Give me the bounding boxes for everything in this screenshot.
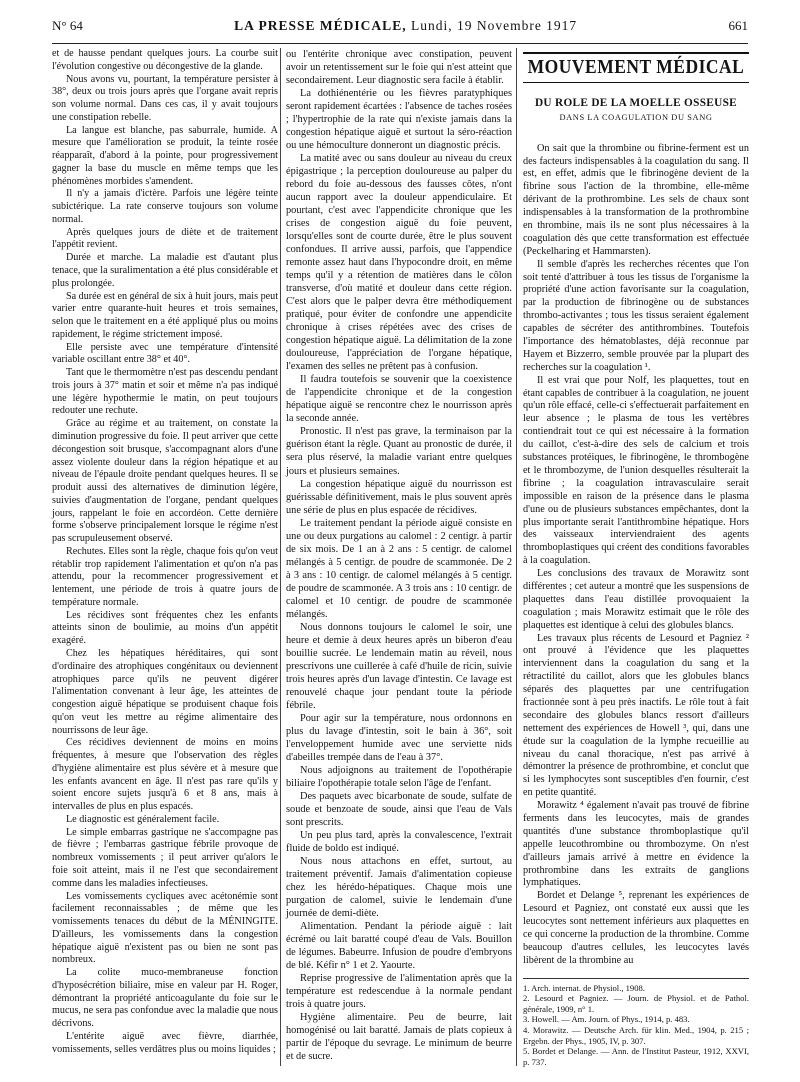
paragraph: Les vomissements cycliques avec acétonémie sont facilement reconnaissables ; de même que les vomissements tenaces du début de la MÉNINGITE. D'ailleurs, les vomissements dans la congestion hépatique aiguë n'existent pas ou bien ne sont pas nombreux. — [52, 890, 278, 966]
paragraph: L'entérite aiguë avec fièvre, diarrhée, vomissements, selles verdâtres plus ou moins liquides ; — [52, 1030, 278, 1055]
paragraph: Un peu plus tard, après la convalescence, l'extrait fluide de boldo est indiqué. — [286, 829, 512, 854]
paragraph: Elle persiste avec une température d'intensité variable oscillant entre 38° et 40°. — [52, 341, 278, 366]
paragraph: Alimentation. Pendant la période aiguë : lait écrémé ou lait baratté coupé d'eau de Vals. Bouillon de légumes. Babeurre. Infusion de poudre d'embryons de blé. Kéfir n° 1 et 2. Yaourte. — [286, 921, 512, 972]
paragraph: Durée et marche. La maladie est d'autant plus tenace, que la suralimentation a été plus considérable et plus prolongée. — [52, 252, 278, 289]
paragraph: La langue est blanche, pas saburrale, humide. A mesure que l'amélioration se produit, la teinte rosée réapparaît, d'abord à la pointe, pour progressivement gagner la base du muscle en même temps que les phénomènes morbides s'amendent. — [52, 124, 278, 187]
paragraph: Hygiène alimentaire. Peu de beurre, lait homogénisé ou lait baratté. Jamais de plats copieux à partir de l'époque du sevrage. Le minimum de beurre et de sucre. — [286, 1012, 512, 1063]
paragraph: Bordet et Delange ⁵, reprenant les expériences de Lesourd et Pagniez, ont constaté eux aussi que les leucocytes sont nettement inférieurs aux plaquettes en ce qui concerne la production de la thrombine. Comme beaucoup d'autres cellules, les leucocytes lavés libèrent de la thrombine au — [523, 890, 749, 966]
section-title: MOUVEMENT MÉDICAL — [527, 54, 745, 78]
paragraph: La colite muco-membraneuse fonction d'hyposécrétion biliaire, mise en valeur par H. Roger, démontrant la propriété anticoagulante du foie sur le mucus, ne sera pas confondue avec la maladie que nous décrivons. — [52, 967, 278, 1030]
paragraph: Nous nous attachons en effet, surtout, au traitement préventif. Jamais d'alimentation copieuse chez les hérédo-hépatiques. Chaque mois une purgation de calomel, suivie le lendemain d'une journée de demi-diète. — [286, 855, 512, 920]
paragraph: Il faudra toutefois se souvenir que la coexistence de l'appendicite chronique et de la congestion hépatique aiguë se rencontre chez le nourrisson après la seconde année. — [286, 374, 512, 425]
paragraph: ou l'entérite chronique avec constipation, peuvent avoir un retentissement sur le foie qui n'est atteint que secondairement. Leur diagnostic sera facile à établir. — [286, 49, 512, 87]
paragraph: On sait que la thrombine ou fibrine-ferment est un des facteurs indispensables à la coagulation du sang. Il est, en effet, admis que le fibrinogène devient de la fibrine sous l'action de la thrombine, elle-même dérivant de la prothrombine. Les sels de chaux sont indispensables à la transformation de la prothrombine en thrombine, mais ils ne sont plus nécessaires à la coagulation dès que cette transformation est effectuée (Peckelharing et Hammarsten). — [523, 142, 749, 257]
paragraph: Ces récidives deviennent de moins en moins fréquentes, à mesure que l'observation des règles d'hygiène alimentaire est plus sévère et à mesure que les enfants avancent en âge. Il n'est pas rare qu'ils y soient encore sujets jusqu'à 6 et 8 ans, mais à intervalles de plus en plus espacés. — [52, 737, 278, 813]
journal-name: LA PRESSE MÉDICALE, — [234, 18, 407, 33]
paragraph: Il semble d'après les recherches récentes que l'on soit tenté d'attribuer à tous les tissus de l'organisme la propriété d'une action favorisante sur la coagulation, par la production de fibrinogène ou de substances thrombo-activantes ; tous les tissus seraient également capables de sécréter des antithrombines. Toutefois l'importance des hématoblastes, déjà reconnue par Hayem et Bizzerro, semble prouvée par la plupart des recherches sur la coagulation ¹. — [523, 258, 749, 373]
footnote: 4. Morawitz. — Deutsche Arch. für klin. Med., 1904, p. 215 ; Ergebn. der Phys., 1905, IV, p. 307. — [523, 1025, 749, 1046]
column-divider — [280, 48, 281, 1066]
page-header — [52, 18, 748, 44]
column-divider — [516, 48, 517, 1066]
paragraph: Pour agir sur la température, nous ordonnons en plus du lavage d'intestin, soit le bain à 36°, soit l'enveloppement humide avec une serviette nids d'abeilles trempée dans de l'eau à 37°. — [286, 712, 512, 763]
paragraph: La congestion hépatique aiguë du nourrisson est guérissable définitivement, mais le plus souvent après une série de plus en plus espacée de récidives. — [286, 478, 512, 516]
paragraph: Morawitz ⁴ également n'avait pas trouvé de fibrine ferments dans les leucocytes, mais de grandes quantités d'une substance thromboplastique qu'il appelle leucothrombine ou thrombozyme. On n'est d'ailleurs jamais arrivé à mettre en évidence la prothrombine dans les extraits de ganglions lymphatiques. — [523, 800, 749, 889]
paragraph: Les conclusions des travaux de Morawitz sont différentes ; cet auteur a montré que les suspensions de plaquettes dans l'eau distillée provoquaient la coagulation ; mais Morawitz estimait que le rôle des plaquettes est identique à celui des globules blancs. — [523, 568, 749, 631]
paragraph: Il n'y a jamais d'ictère. Parfois une légère teinte subictérique. La rate conserve toujours son volume normal. — [52, 188, 278, 225]
paragraph: La matité avec ou sans douleur au niveau du creux épigastrique ; la perception douloureuse au palper du rebord du foie au-dessous des fausses côtes, n'ont aucun rapport avec la douleur appendiculaire. Et pourtant, c'est avec l'appendicite chronique que les crises de congestion aiguë du foie peuvent, lorsqu'elles sont de courte durée, être le plus souvent confondues. Il arrive aussi, parfois, que l'appendice remonte assez haut dans l'hypocondre droit, en même temps qu'il y a rétention de matières dans le côlon transverse, d'où matité et douleur dans cette région. C'est alors que le palper devra être méthodiquement pratiqué, pour éviter de confondre une appendicite chronique à crises répétées avec des crises de congestion hépatique aiguë. La délimitation de la zone douloureuse, l'appréciation de l'organe hépatique, l'examen des selles ne prêtent pas à confusion. — [286, 153, 512, 373]
issue-number: N° 64 — [52, 18, 83, 33]
paragraph: Nous avons vu, pourtant, la température persister à 38°, deux ou trois jours après que l'organe avait repris son volume normal. Dans ces cas, il y avait toujours une constipation rebelle. — [52, 73, 278, 123]
page-number: 661 — [728, 18, 748, 33]
article-subtitle: DANS LA COAGULATION DU SANG — [559, 112, 713, 122]
paragraph: La dothiénentérie ou les fièvres paratyphiques seront rapidement écartées : l'absence de taches rosées ; l'hypertrophie de la rate qui n'existe jamais dans la congestion hépatique aiguë et surtout la séro-réaction ou une hémoculture donneront un diagnostic précis. — [286, 88, 512, 152]
footnotes — [523, 978, 749, 1068]
paragraph: Les récidives sont fréquentes chez les enfants atteints sinon de boulimie, au moins d'un appétit exagéré. — [52, 609, 278, 647]
section-header — [523, 52, 749, 83]
paragraph: Nous adjoignons au traitement de l'opothérapie biliaire l'opothérapie totale selon l'âge de l'enfant. — [286, 764, 512, 789]
issue-date: Lundi, 19 Novembre 1917 — [410, 18, 578, 33]
paragraph: Les travaux plus récents de Lesourd et Pagniez ² ont prouvé à l'évidence que les plaquettes interviennent dans la coagulation du sang et la rétractilité du caillot, alors que les globules blancs séparés des plaquettes par une centrifugation fractionnée sont à peu près inactifs. Le rôle tout à fait secondaire des globules blancs ressort d'ailleurs nettement des expériences de Howell ³, qui, dans une étude sur la coagulation de la lymphe recueillie au niveau du canal thoracique, n'est pas arrivé à démontrer la présence de prothrombine, et conclut que si les lymphocytes sont susceptibles d'en fournir, c'est en petite quantité. — [523, 632, 749, 799]
article-title: DU ROLE DE LA MOELLE OSSEUSE — [534, 96, 738, 109]
footnote: 5. Bordet et Delange. — Ann. de l'Institut Pasteur, 1912, XXVI, p. 737. — [523, 1046, 749, 1067]
paragraph: Grâce au régime et au traitement, on constate la diminution progressive du foie. Il peut arriver que cette décongestion soit brusque, s'accompagnant alors d'une assez violente douleur dans la région hépatique et au niveau de l'épaule droite pendant quelques heures. Il se produit aussi des alternatives de diminution légère, suivies d'augmentation de l'organe, pendant quelques jours, rappelant le foie en accordéon. Cette dernière forme s'observe principalement lorsque le régime n'est pas scrupuleusement observé. — [52, 418, 278, 545]
paragraph: Pronostic. Il n'est pas grave, la terminaison par la guérison étant la règle. Quant au pronostic de durée, il sera plus réservé, la maladie variant entre quelques jours et plusieurs semaines. — [286, 426, 512, 477]
footnote: 3. Howell. — Am. Journ. of Phys., 1914, p. 483. — [523, 1014, 690, 1025]
paragraph: Le simple embarras gastrique ne s'accompagne pas de fièvre ; l'embarras gastrique fébrile provoque de nombreux vomissements ; il peut arriver qu'alors le foie soit atteint, mais il ne l'est que secondairement comme dans les maladies infectieuses. — [52, 826, 278, 889]
paragraph: Nous donnons toujours le calomel le soir, une heure et demie à deux heures après un biberon d'eau bouillie sucrée. Le lendemain matin au réveil, nous prescrivons une cuillerée à café d'huile de ricin, suivie trois heures après d'un lavage d'intestin. Ce lavage est renouvelé chaque jour pendant toute la période fébrile. — [286, 621, 512, 711]
paragraph: Chez les hépatiques héréditaires, qui sont d'ordinaire des atrophiques congénitaux ou deviennent atrophiques parce qu'ils ne peuvent digérer l'alimentation convenant à leur âge, les atteintes de congestion aiguë hépatique se produisent chaque fois qu'on veut les mettre au régime alimentaire des nourrissons de leur âge. — [52, 647, 278, 736]
paragraph: Des paquets avec bicarbonate de soude, sulfate de soude et benzoate de soude, ainsi que l'eau de Vals sont prescrits. — [286, 790, 512, 828]
column-middle — [286, 48, 512, 1063]
paragraph: Rechutes. Elles sont la règle, chaque fois qu'on veut rétablir trop rapidement l'alimentation et qu'on n'a pas attendu, pour la recommencer progressivement et lentement, une période de trois à quatre jours de température normale. — [52, 545, 278, 608]
paragraph: Sa durée est en général de six à huit jours, mais peut varier entre quarante-huit heures et trois semaines, selon que le traitement en a été appliqué plus ou moins rapidement, le régime strictement imposé. — [52, 290, 279, 340]
paragraph: Tant que le thermomètre n'est pas descendu pendant trois jours à 37° matin et soir et même n'a pas indiqué une légère hypothermie le matin, on peut toujours redouter une rechute. — [52, 367, 278, 417]
paragraph: Le diagnostic est généralement facile. — [66, 813, 220, 825]
column-right — [523, 48, 749, 1067]
column-left — [52, 48, 278, 1056]
paragraph: Il est vrai que pour Nolf, les plaquettes, tout en étant capables de contribuer à la coagulation, ne jouent qu'un rôle effacé, celle-ci s'effectuerait parfaitement en leur absence ; le plasma de tous les vertèbres contiendrait tout ce qui est nécessaire à la formation du caillot, c'est-à-dire des sels de calcium et trois substances protéiques, le fibrinogène, le thrombogène et le thrombozyme, de l'union desquelles résulterait la fibrine ; la coagulation intravasculaire serait impossible en raison de la présence dans le plasma d'une ou de plusieurs substances empêchantes, dont la plus importante serait l'antithrombine hépatique. Hors des vaisseaux interviendraient des agents thromboplastiques qui créent des conditions favorables à la coagulation. — [523, 374, 749, 567]
paragraph: Reprise progressive de l'alimentation après que la température est redescendue à la normale pendant trois à quatre jours. — [286, 973, 512, 1011]
footnote: 2. Lesourd et Pagniez. — Journ. de Physiol. et de Pathol. générale, 1909, n° 1. — [523, 993, 749, 1014]
paragraph: et de hausse pendant quelques jours. La courbe suit l'évolution congestive ou décongestive de la glande. — [52, 48, 278, 72]
journal-title — [234, 18, 577, 34]
paragraph: Le traitement pendant la période aiguë consiste en une ou deux purgations au calomel : 2 centigr. à partir de six mois. De 1 an à 2 ans : 5 centigr. de calomel mélangés à 5 centigr. de poudre de scammonée. De 2 à 3 ans : 10 centigr. de calomel mélangés à 5 centigr. de poudre de scammonée. A 3 trois ans : 10 centigr. de calomel et 10 centigr. de poudre de scammonée mélangés. — [286, 517, 512, 620]
paragraph: Après quelques jours de diète et de traitement l'appétit revient. — [52, 226, 278, 251]
footnote: 1. Arch. internat. de Physiol., 1908. — [523, 982, 645, 993]
